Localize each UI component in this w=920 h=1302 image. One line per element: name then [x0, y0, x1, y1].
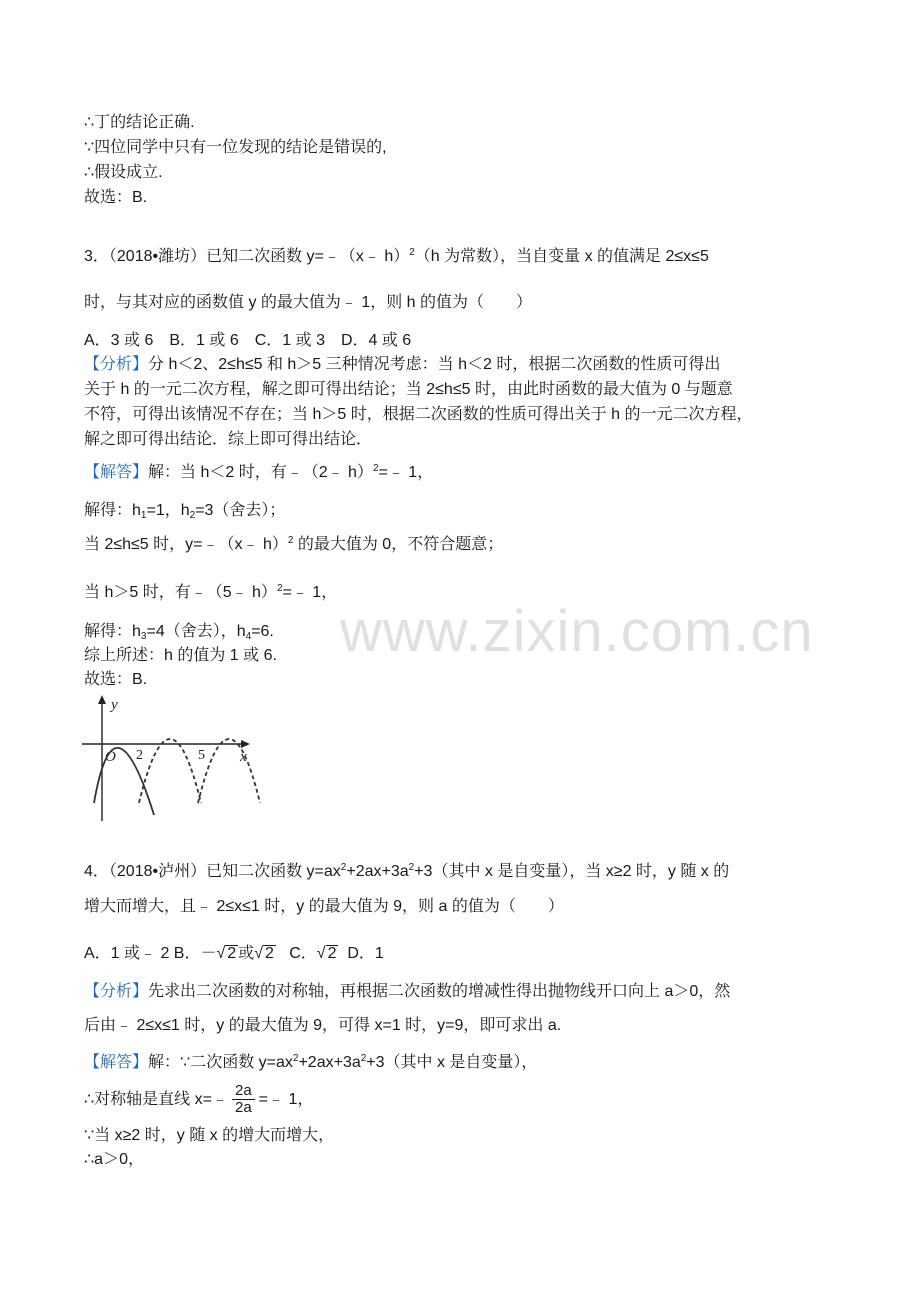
sqrt-radicand: 2	[327, 945, 337, 962]
parabola-dashed-2	[198, 739, 260, 803]
q3-solution-2: 解得：$h_3=4$（舍去），$h_4=6$.	[84, 623, 274, 642]
q4-analysis-line2: 后由﹣ 2≤x≤1 时，y 的最大值为 9，可得 x=1 时，y=9，即可求出 a.	[84, 1017, 562, 1034]
sqrt-radicand: 2	[264, 945, 274, 962]
q3-analysis-line4: 解之即可得出结论．综上即可得出结论．	[84, 431, 373, 448]
answer-tag: 【解答】	[84, 464, 149, 481]
q3-answer-line1: 【解答】解：当 h＜2 时，有﹣（2﹣ h）$^2$=﹣ 1，	[84, 463, 434, 481]
q4-options: A．1 或﹣ 2 B．－√ 2 或√ 2 C．√ 2 D．1	[84, 945, 384, 962]
text-line: 故选：B.	[84, 189, 148, 206]
q4-increase-line: ∵当 x≥2 时，y 随 x 的增大而增大，	[84, 1127, 335, 1144]
text-line: ∴丁的结论正确.	[84, 114, 195, 131]
q4-stem-line1: 4．（2018•泸州）已知二次函数 $y=ax^2+2ax+3a^2+3$（其中 x 是自变量），当 x≥2 时，y 随 x 的	[84, 862, 730, 880]
q3-options: A．3 或 6 B．1 或 6 C．1 或 3 D．4 或 6	[84, 332, 412, 349]
q4-analysis-line1: 【分析】先求出二次函数的对称轴，再根据二次函数的增减性得出抛物线开口向上 a＞0，然	[84, 983, 731, 1000]
tick-label-2: 2	[136, 748, 143, 763]
parabola-graph	[80, 695, 270, 825]
sqrt-radicand: 2	[227, 945, 237, 962]
q3-analysis-line2: 关于 h 的一元二次方程，解之即可得出结论；当 2≤h≤5 时，由此时函数的最大值为 0 与题意	[84, 381, 733, 398]
y-axis-label: y	[111, 697, 118, 713]
parabola-dashed-1	[139, 739, 201, 803]
q4-axis-line: ∴对称轴是直线 x=﹣ $\frac{2a}{2a}$ =﹣ 1，	[84, 1082, 314, 1117]
q4-stem-line2: 增大而增大，且﹣ 2≤x≤1 时，y 的最大值为 9，则 a 的值为（ ）	[84, 898, 564, 915]
analysis-tag: 【分析】	[84, 356, 149, 373]
tick-label-5: 5	[198, 748, 205, 763]
origin-label: O	[105, 749, 116, 765]
q4-answer-line1: 【解答】解：∵二次函数 $y=ax^2+2ax+3a^2+3$（其中 x 是自变量），	[84, 1053, 538, 1071]
watermark: www.zixin.com.cn	[340, 599, 814, 664]
y-axis-arrow	[98, 695, 106, 704]
x-axis-arrow	[241, 740, 250, 748]
text-line: ∴假设成立.	[84, 164, 163, 181]
text-line: ∵四位同学中只有一位发现的结论是错误的,	[84, 139, 387, 156]
x-axis-label: x	[240, 749, 247, 765]
fraction: $\frac{2a}{2a}$	[232, 1083, 255, 1116]
q3-stem-line1: 3．（2018•潍坊）已知二次函数 y=﹣（x﹣ h）$^2$（h 为常数），当自变量 x 的值满足 2≤x≤5	[84, 247, 709, 265]
q3-analysis-line3: 不符，可得出该情况不存在；当 h＞5 时，根据二次函数的性质可得出关于 h 的一元二次方程，	[84, 406, 753, 423]
q3-choose: 故选：B.	[84, 671, 148, 688]
q3-solution-1: 解得：$h_1=1$，$h_2=3$（舍去）；	[84, 502, 286, 521]
q3-case2: 当 2≤h≤5 时，y=﹣（x﹣ h）$^2$ 的最大值为 0，不符合题意；	[84, 535, 504, 553]
q3-analysis-line1: 【分析】分 h＜2、2≤h≤5 和 h＞5 三种情况考虑：当 h＜2 时，根据二次函数的性质可得出	[84, 356, 721, 373]
answer-tag: 【解答】	[84, 1054, 149, 1071]
q3-stem-line2: 时，与其对应的函数值 y 的最大值为﹣ 1，则 h 的值为（ ）	[84, 294, 533, 311]
analysis-tag: 【分析】	[84, 983, 149, 1000]
q3-case3: 当 h＞5 时，有﹣（5﹣ h）$^2$=﹣ 1，	[84, 583, 338, 601]
q4-a-positive: ∴a＞0，	[84, 1151, 144, 1168]
q3-summary: 综上所述：h 的值为 1 或 6.	[84, 647, 277, 664]
